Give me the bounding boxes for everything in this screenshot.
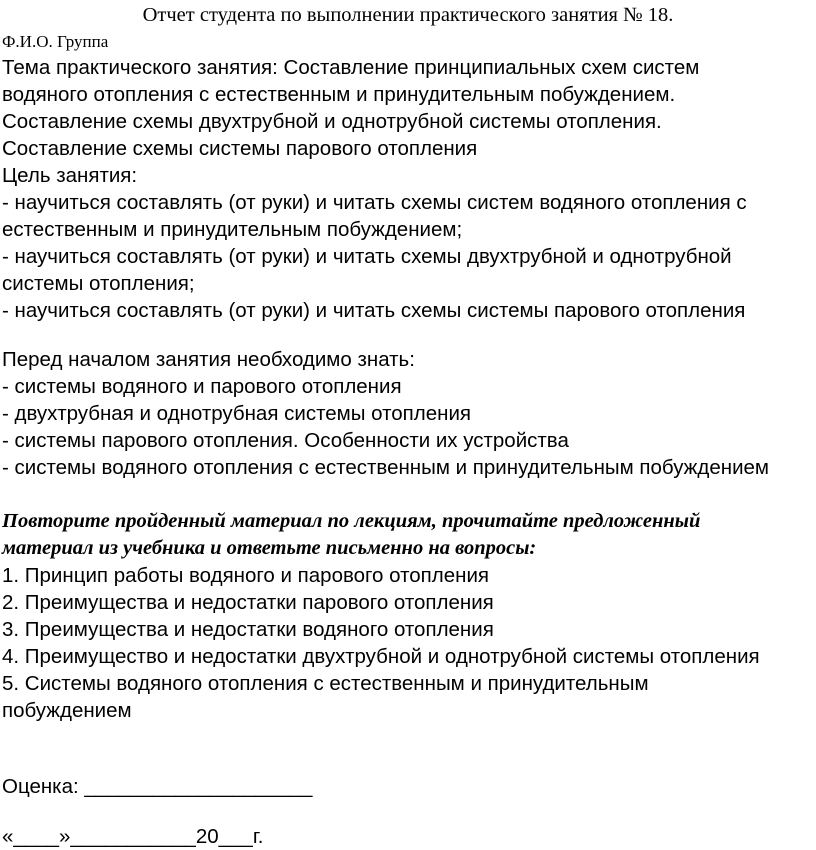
prereq-heading: Перед началом занятия необходимо знать: [2,348,415,371]
fio-group-label: Ф.И.О. Группа [2,32,109,51]
topic-line: Тема практического занятия: Составление принципиальных схем систем [2,56,700,79]
grade-line: Оценка: ____________________ [2,775,313,798]
goal-heading: Цель занятия: [2,164,138,187]
question-line: 4. Преимущество и недостатки двухтрубной и однотрубной системы отопления [2,645,760,668]
question-line: 5. Системы водяного отопления с естественным и принудительным [2,672,649,695]
date-line: «____»___________20___г. [2,825,264,848]
prereq-line: - двухтрубная и однотрубная системы отопления [2,402,472,425]
goal-line: естественным и принудительным побуждением; [2,218,463,241]
goal-line: - научиться составлять (от руки) и читать схемы системы парового отопления [2,299,746,322]
instruction-line: материал из учебника и ответьте письменно на вопросы: [2,537,537,559]
goal-line: системы отопления; [2,272,195,295]
prereq-line: - системы водяного и парового отопления [2,375,402,398]
question-line: 3. Преимущества и недостатки водяного отопления [2,618,494,641]
instruction-line: Повторите пройденный материал по лекциям, прочитайте предложенный [2,510,701,532]
topic-line: водяного отопления с естественным и принудительным побуждением. [2,83,676,106]
goal-line: - научиться составлять (от руки) и читать схемы двухтрубной и однотрубной [2,245,732,268]
goal-line: - научиться составлять (от руки) и читать схемы систем водяного отопления с [2,191,747,214]
question-line: 1. Принцип работы водяного и парового отопления [2,564,490,587]
question-line: побуждением [2,699,132,722]
prereq-line: - системы водяного отопления с естественным и принудительным побуждением [2,456,770,479]
topic-line: Составление схемы системы парового отопления [2,137,478,160]
document-title: Отчет студента по выполнении практического занятия № 18. [142,4,674,26]
question-line: 2. Преимущества и недостатки парового отопления [2,591,494,614]
topic-line: Составление схемы двухтрубной и однотрубной системы отопления. [2,110,662,133]
prereq-line: - системы парового отопления. Особенности их устройства [2,429,569,452]
